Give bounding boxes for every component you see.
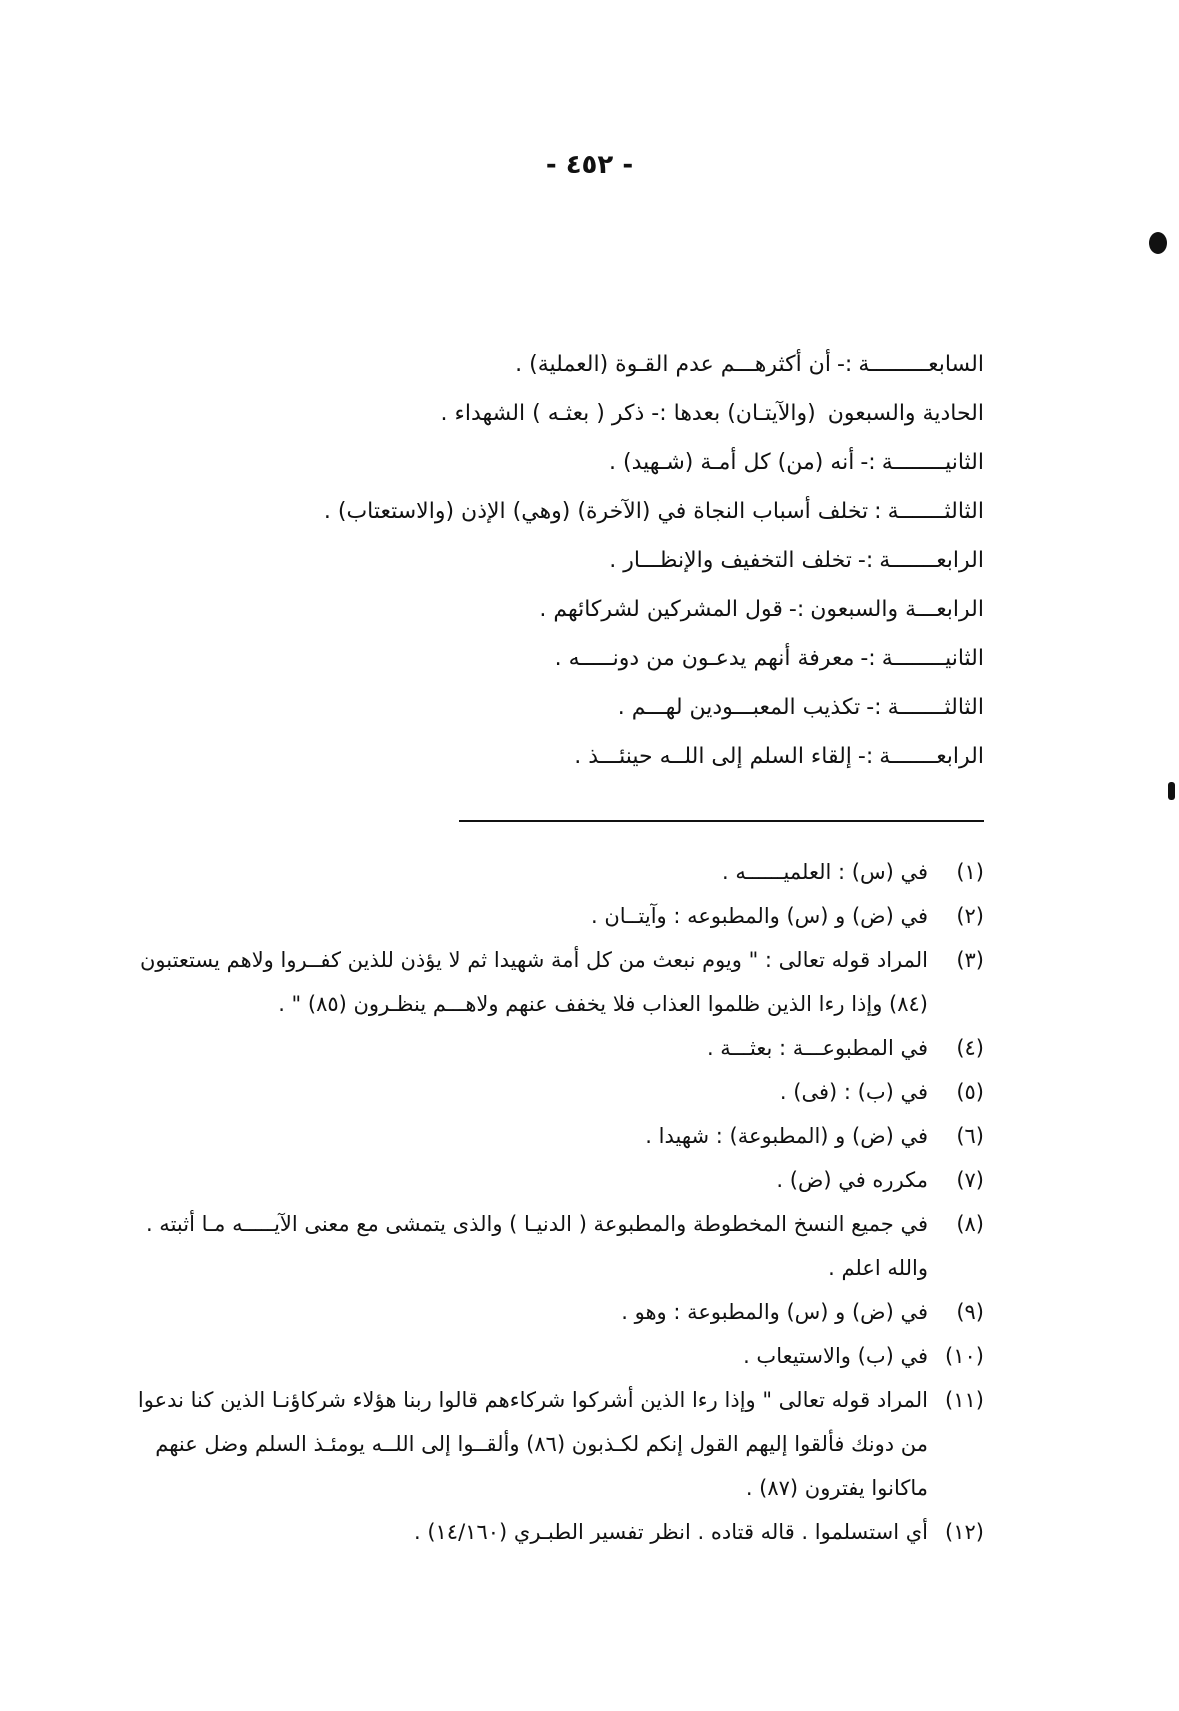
- line-separator: :-: [866, 695, 882, 720]
- main-line: [184, 585, 984, 634]
- line-text: قول المشركين لشركائهم .: [539, 597, 783, 622]
- footnote-number: (٨): [956, 1212, 984, 1236]
- line-text: أن أكثرهـــم عدم القـوة (العملية) .: [515, 352, 831, 377]
- footnote: [124, 1114, 984, 1158]
- footnote-number: (٧): [956, 1168, 984, 1192]
- footnote-text: في المطبوعـــة : بعثـــة .: [706, 1036, 928, 1060]
- footnote-text: مكرره في (ض) .: [776, 1168, 928, 1192]
- footnote-number: (٣): [956, 948, 984, 972]
- footnote: [124, 1378, 984, 1510]
- footnote-number: (٤): [956, 1036, 984, 1060]
- footnote-number: (١٠): [945, 1344, 984, 1368]
- footnote-text: في (ض) و (المطبوعة) : شهيدا .: [645, 1124, 928, 1148]
- main-line: [184, 487, 984, 536]
- footnote: [124, 1026, 984, 1070]
- footnote: [124, 894, 984, 938]
- main-line: [184, 536, 984, 585]
- main-line: [184, 732, 984, 781]
- footnote-number: (٥): [956, 1080, 984, 1104]
- footnote-number: (١٢): [945, 1520, 984, 1544]
- footnote-text: المراد قوله تعالى " وإذا رءا الذين أشركوا شركاءهم قالوا ربنا هؤلاء شركاؤنـا الذين كنا ندعوا من دونك فألقوا إليهم القول إنكم لكـذبون (٨٦) وألقــوا إلى اللــه يومئـذ السلم وضل عنهم ماكانوا يفترون (٨٧) .: [137, 1388, 928, 1500]
- footnote-text: في (ض) و (س) والمطبوعة : وهو .: [621, 1300, 928, 1324]
- line-label: الرابعـــــــة: [879, 744, 984, 769]
- footnote-text: المراد قوله تعالى : " ويوم نبعث من كل أمة شهيدا ثم لا يؤذن للذين كفــروا ولاهم يستعتبون (٨٤) وإذا رءا الذين ظلموا العذاب فلا يخفف عنهم ولاهـــم ينظـرون (٨٥) " .: [139, 948, 928, 1016]
- line-label: الثالثـــــــة: [887, 499, 984, 524]
- line-label: الثالثـــــــة: [887, 695, 984, 720]
- footnote: [124, 1202, 984, 1290]
- line-separator: :-: [860, 646, 876, 671]
- footnote-number: (٢): [956, 904, 984, 928]
- ink-blot: [1149, 232, 1167, 254]
- footnote-text: في جميع النسخ المخطوطة والمطبوعة ( الدنيـا ) والذى يتمشى مع معنى الآيـــــه مـا أثبته . والله اعلم .: [145, 1212, 928, 1280]
- main-line: [184, 683, 984, 732]
- line-label: الرابعـــة والسبعون: [810, 597, 984, 622]
- line-separator: :: [874, 499, 882, 524]
- footnote: [124, 1290, 984, 1334]
- line-text: أنه (من) كل أمـة (شـهيد) .: [609, 450, 855, 475]
- footnote: [124, 1510, 984, 1554]
- footnote-text: أي استسلموا . قاله قتاده . انظر تفسير الطبـري (١٤/١٦٠) .: [413, 1520, 928, 1544]
- footnote-number: (٩): [956, 1300, 984, 1324]
- line-text: معرفة أنهم يدعـون من دونـــــه .: [554, 646, 855, 671]
- footnote-text: في (س) : العلميــــــه .: [722, 860, 928, 884]
- page-number: - ٤٥٢ -: [545, 150, 634, 180]
- main-line: [184, 389, 984, 438]
- footnote-number: (١): [956, 860, 984, 884]
- footnote-number: (٦): [956, 1124, 984, 1148]
- footnote: [124, 1070, 984, 1114]
- line-separator: :-: [857, 744, 874, 769]
- footnote-divider: [459, 820, 984, 822]
- line-separator: :-: [860, 450, 876, 475]
- line-label: الثانيــــــــة: [881, 450, 984, 475]
- line-text: (والآيتـان) بعدها :- ذكر ( بعثـه ) الشهداء .: [440, 401, 816, 426]
- line-text: تخلف أسباب النجاة في (الآخرة) (وهي) الإذن (والاستعتاب) .: [323, 499, 869, 524]
- line-label: الرابعـــــــة: [879, 548, 984, 573]
- footnote-text: في (ب) والاستيعاب .: [743, 1344, 928, 1368]
- line-label: السابعـــــــــة: [858, 352, 984, 377]
- line-separator: :-: [836, 352, 853, 377]
- main-line: [184, 634, 984, 683]
- footnote: [124, 938, 984, 1026]
- ink-blot: [1168, 782, 1175, 800]
- line-separator: :-: [788, 597, 805, 622]
- line-label: الحادية والسبعون: [827, 401, 984, 426]
- line-text: إلقاء السلم إلى اللــه حينئـــذ .: [574, 744, 852, 769]
- main-line: [184, 340, 984, 389]
- footnotes: [124, 850, 984, 1554]
- line-label: الثانيــــــــة: [881, 646, 984, 671]
- footnote: [124, 1158, 984, 1202]
- line-separator: :-: [857, 548, 874, 573]
- footnote: [124, 1334, 984, 1378]
- line-text: تخلف التخفيف والإنظـــار .: [609, 548, 852, 573]
- footnote-text: في (ب) : (فى) .: [779, 1080, 928, 1104]
- line-text: تكذيب المعبـــودين لهـــم .: [617, 695, 861, 720]
- footnote-text: في (ض) و (س) والمطبوعه : وآيتــان .: [591, 904, 928, 928]
- footnote-number: (١١): [945, 1388, 984, 1412]
- footnote: [124, 850, 984, 894]
- main-line: [184, 438, 984, 487]
- main-text: [184, 340, 984, 781]
